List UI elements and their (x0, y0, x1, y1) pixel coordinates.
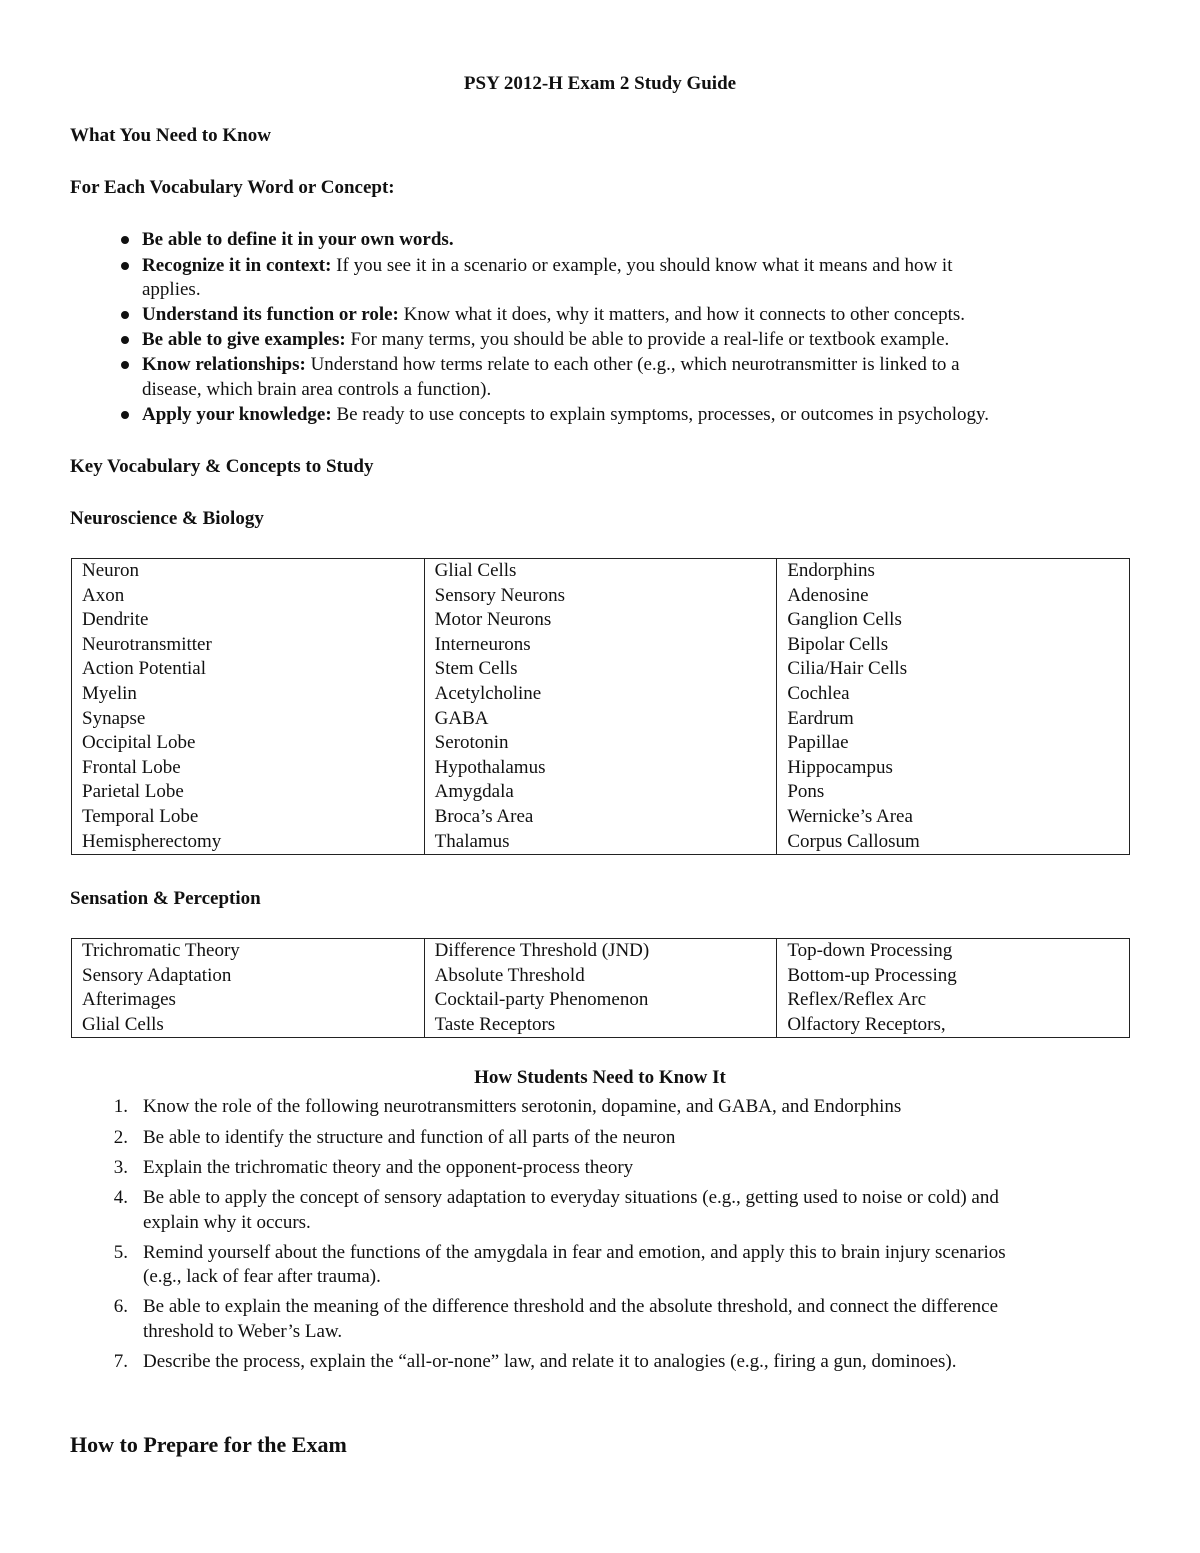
vocab-term: Neurotransmitter (82, 633, 212, 655)
vocab-term: Sensory Neurons (434, 584, 566, 606)
list-item-continuation: (e.g., lack of fear after trauma). (143, 1266, 381, 1287)
vocab-term: Hemispherectomy (82, 830, 222, 852)
vocab-term: Cilia/Hair Cells (787, 658, 908, 680)
bullet-item: Understand its function or role: Know what it does, why it matters, and how it connects to other concepts. (142, 304, 966, 325)
section-heading-what-you-need: What You Need to Know (70, 125, 271, 146)
bullet-item: Know relationships: Understand how terms relate to each other (e.g., which neurotransmitter is linked to a (142, 354, 960, 375)
vocab-term: Pons (787, 781, 825, 803)
bullet-item: Recognize it in context: If you see it in a scenario or example, you should know what it means and how it (142, 255, 953, 276)
vocab-term: Temporal Lobe (82, 805, 199, 827)
vocab-term: Olfactory Receptors, (787, 1013, 946, 1035)
vocab-term: Glial Cells (434, 560, 517, 581)
vocab-term: Neuron (82, 560, 139, 581)
table-row (72, 939, 1130, 1038)
list-number: 4. (113, 1187, 128, 1208)
bullet-item-continuation: disease, which brain area controls a function). (142, 379, 492, 400)
vocab-term: Broca’s Area (434, 805, 534, 827)
vocab-term: Synapse (82, 707, 146, 729)
table-column-3 (777, 559, 1130, 855)
bullet-item: Be able to give examples: For many terms, you should be able to provide a real-life or textbook example. (142, 329, 950, 350)
vocab-term: Bottom-up Processing (787, 964, 957, 986)
vocab-term: Myelin (82, 682, 137, 704)
vocab-term: Serotonin (434, 732, 509, 754)
list-item-continuation: threshold to Weber’s Law. (143, 1321, 343, 1342)
bullet-dot (121, 236, 129, 244)
vocab-term: Wernicke’s Area (787, 805, 913, 827)
vocab-term: GABA (434, 707, 489, 729)
document-title: PSY 2012-H Exam 2 Study Guide (463, 73, 737, 94)
bullet-dot (121, 311, 129, 319)
vocab-term: Trichromatic Theory (82, 940, 240, 961)
vocab-term: Reflex/Reflex Arc (787, 989, 927, 1011)
vocab-term: Absolute Threshold (434, 964, 585, 986)
section-heading-prepare: How to Prepare for the Exam (70, 1432, 347, 1457)
vocab-term: Sensory Adaptation (82, 964, 232, 986)
vocab-term: Acetylcholine (434, 682, 542, 704)
vocab-term: Eardrum (787, 707, 854, 729)
vocab-term: Amygdala (434, 781, 514, 803)
list-number: 3. (113, 1157, 128, 1178)
vocab-term: Glial Cells (82, 1013, 164, 1035)
list-item: Know the role of the following neurotransmitters serotonin, dopamine, and GABA, and Endorphins (143, 1096, 902, 1117)
vocab-term: Endorphins (787, 560, 875, 581)
list-item: Explain the trichromatic theory and the opponent-process theory (143, 1157, 634, 1178)
list-number: 1. (113, 1096, 128, 1117)
table-column-1 (72, 559, 425, 855)
table-row (72, 559, 1130, 855)
table-column-2 (424, 939, 777, 1038)
vocab-term: Motor Neurons (434, 609, 552, 631)
vocab-term: Bipolar Cells (787, 633, 889, 655)
vocab-term: Taste Receptors (434, 1013, 556, 1035)
list-number: 5. (113, 1242, 128, 1263)
vocab-term: Cochlea (787, 682, 850, 704)
vocab-term: Frontal Lobe (82, 756, 181, 778)
vocab-term: Dendrite (82, 609, 149, 631)
list-number: 7. (113, 1351, 128, 1372)
section-heading-key-vocab: Key Vocabulary & Concepts to Study (70, 456, 374, 477)
vocab-term: Stem Cells (434, 658, 518, 680)
neuroscience-vocab-table (71, 558, 1130, 855)
vocab-term: Parietal Lobe (82, 781, 184, 803)
vocab-term: Thalamus (434, 830, 510, 852)
vocab-term: Axon (82, 584, 125, 606)
vocab-term: Afterimages (82, 989, 176, 1011)
subheading-neuroscience: Neuroscience & Biology (70, 508, 264, 529)
bullet-item-continuation: applies. (142, 279, 201, 300)
vocab-term: Cocktail-party Phenomenon (434, 989, 649, 1011)
section-heading-how-students: How Students Need to Know It (474, 1067, 726, 1088)
list-item: Remind yourself about the functions of the amygdala in fear and emotion, and apply this to brain injury scenarios (143, 1242, 1006, 1263)
vocab-term: Action Potential (82, 658, 207, 680)
list-item: Describe the process, explain the “all-or-none” law, and relate it to analogies (e.g., firing a gun, dominoes). (143, 1351, 957, 1372)
table-column-1 (72, 939, 425, 1038)
list-item: Be able to explain the meaning of the difference threshold and the absolute threshold, and connect the difference (143, 1296, 999, 1317)
vocab-term: Hypothalamus (434, 756, 546, 778)
vocab-term: Interneurons (434, 633, 531, 655)
list-item-continuation: explain why it occurs. (143, 1212, 311, 1233)
vocab-term: Corpus Callosum (787, 830, 920, 852)
table-column-3 (777, 939, 1130, 1038)
list-number: 2. (113, 1127, 128, 1148)
bullet-dot (121, 262, 129, 270)
bullet-dot (121, 361, 129, 369)
subheading-sensation: Sensation & Perception (70, 888, 261, 909)
vocab-term: Papillae (787, 732, 849, 754)
vocab-term: Hippocampus (787, 756, 893, 778)
list-item: Be able to identify the structure and function of all parts of the neuron (143, 1127, 676, 1148)
vocab-term: Top-down Processing (787, 940, 953, 961)
list-item: Be able to apply the concept of sensory adaptation to everyday situations (e.g., getting used to noise or cold) and (143, 1187, 999, 1208)
vocab-term: Ganglion Cells (787, 609, 902, 631)
vocab-term: Adenosine (787, 584, 869, 606)
sensation-vocab-table (71, 938, 1130, 1038)
vocab-term: Occipital Lobe (82, 732, 196, 754)
bullet-item: Be able to define it in your own words. (142, 229, 454, 250)
bullet-dot (121, 336, 129, 344)
bullet-item: Apply your knowledge: Be ready to use concepts to explain symptoms, processes, or outcomes in psychology. (142, 404, 989, 425)
vocab-term: Difference Threshold (JND) (434, 940, 650, 961)
subheading-for-each: For Each Vocabulary Word or Concept: (70, 177, 395, 198)
list-number: 6. (113, 1296, 128, 1317)
table-column-2 (424, 559, 777, 855)
bullet-dot (121, 411, 129, 419)
